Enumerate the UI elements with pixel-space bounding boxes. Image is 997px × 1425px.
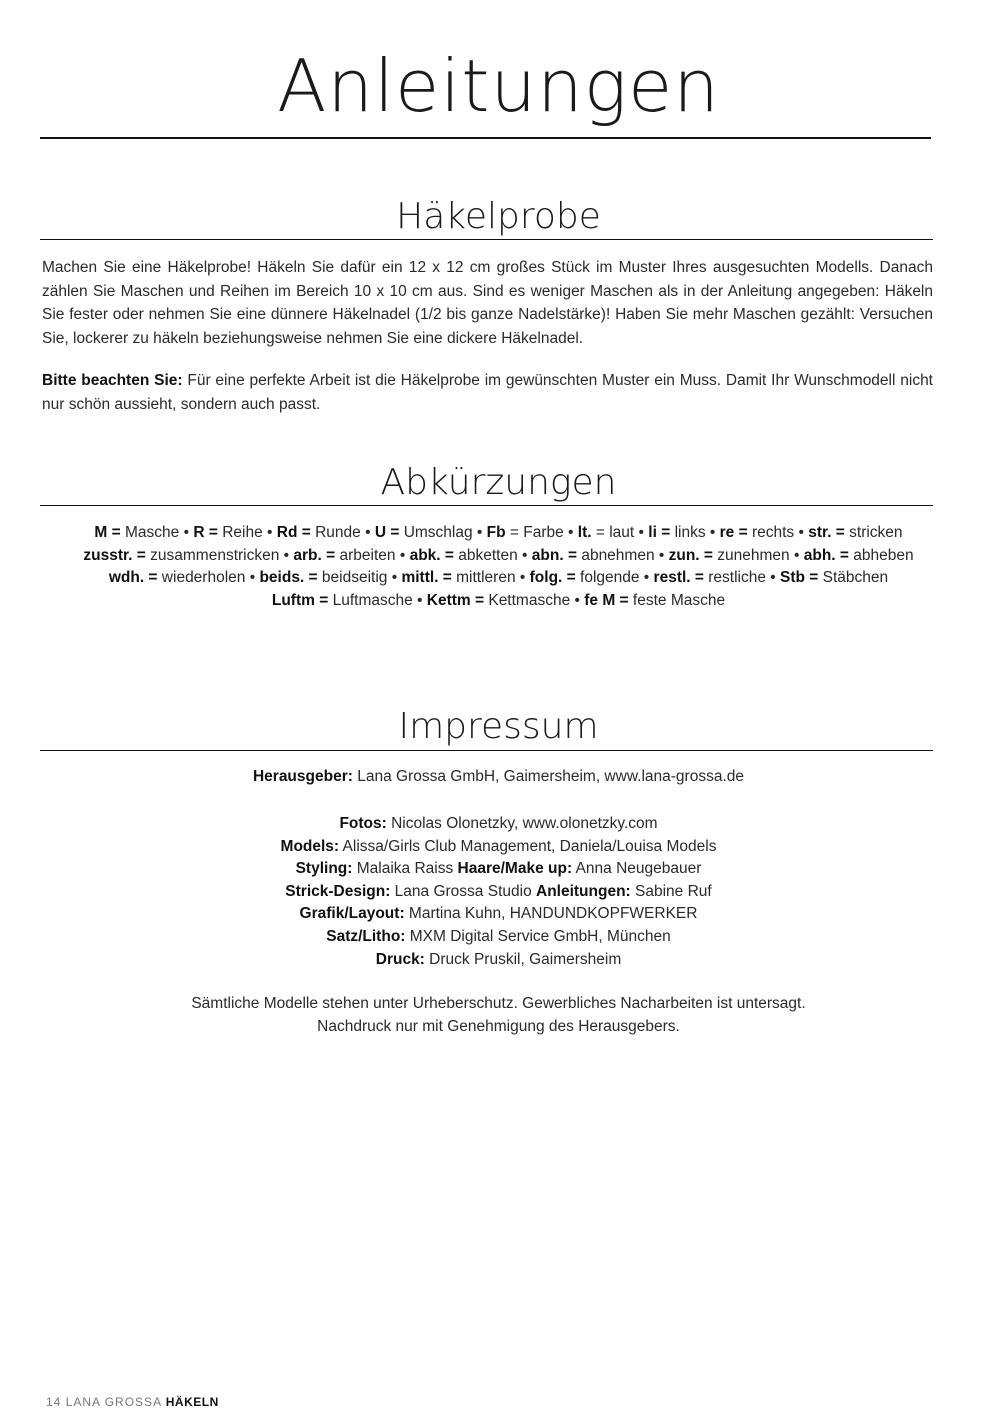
separator-dot: • (705, 524, 720, 541)
abbreviation-meaning: zunehmen (712, 546, 790, 564)
abbreviation-term: str. = (808, 524, 845, 541)
abbreviation-meaning: beidseitig (317, 569, 388, 587)
abbreviation-meaning: abheben (848, 546, 914, 564)
impressum-label: Grafik/Layout: (299, 905, 405, 923)
impressum-value: Anna Neugebauer (572, 860, 702, 878)
abbreviation-term: folg. = (529, 569, 576, 587)
abbreviation-meaning: Masche (120, 524, 180, 541)
impressum-label: Styling: (295, 860, 353, 878)
separator-dot: • (395, 546, 410, 564)
page-title: Anleitungen (277, 44, 720, 128)
impressum-divider (40, 750, 933, 751)
abbreviation-line (40, 567, 957, 590)
copyright-line: Nachdruck nur mit Genehmigung des Herausgebers. (317, 1017, 680, 1035)
separator-dot: • (472, 524, 487, 541)
abbreviation-term: re = (719, 524, 748, 541)
abbreviation-meaning: wiederholen (157, 569, 246, 587)
impressum-credits (0, 813, 997, 971)
abbreviation-term: Kettm = (426, 591, 485, 609)
separator-dot: • (765, 569, 781, 587)
abbreviations-list (40, 522, 957, 612)
abbreviation-term: restl. = (653, 569, 704, 587)
impressum-line (0, 949, 997, 972)
page-footer (46, 1395, 219, 1409)
separator-dot: • (179, 524, 194, 541)
impressum-value: Martina Kuhn, HANDUNDKOPFWERKER (404, 905, 698, 923)
separator-dot: • (563, 524, 578, 541)
abbreviation-meaning: stricken (844, 524, 903, 541)
impressum-value: Nicolas Olonetzky, www.olonetzky.com (386, 815, 658, 832)
abbreviation-term: wdh. = (108, 569, 158, 587)
haekelprobe-divider (40, 239, 933, 240)
impressum-label: Strick-Design: (285, 882, 391, 900)
impressum-value: Malaika Raiss (352, 860, 458, 878)
abbreviation-meaning: links (670, 524, 706, 541)
impressum-line (0, 881, 997, 904)
abbreviation-term: arb. = (293, 546, 336, 564)
footer-brand: LANA GROSSA (65, 1395, 162, 1409)
copyright-line: Sämtliche Modelle stehen unter Urheberschutz. Gewerbliches Nacharbeiten ist untersagt. (191, 995, 806, 1012)
separator-dot: • (517, 546, 532, 564)
impressum-line (0, 858, 997, 881)
abbreviation-meaning: Luftmasche (328, 591, 413, 609)
section-heading-impressum: Impressum (398, 706, 599, 747)
impressum-line (0, 836, 997, 859)
impressum-label: Druck: (375, 950, 425, 968)
abbreviation-meaning: = Farbe (505, 524, 564, 541)
impressum-publisher (0, 766, 997, 789)
separator-dot: • (412, 591, 427, 609)
abbreviation-term: zun. = (668, 546, 713, 564)
section-heading-abkuerzungen: Abkürzungen (380, 462, 617, 503)
footer-product: HÄKELN (165, 1395, 219, 1409)
abbreviation-term: Fb (486, 524, 506, 541)
impressum-value: MXM Digital Service GmbH, München (405, 927, 671, 945)
impressum-value: Sabine Ruf (630, 882, 712, 900)
abbreviation-term: Rd = (276, 524, 311, 541)
abbreviation-meaning: feste Masche (628, 591, 726, 609)
impressum-label: Anleitungen: (536, 882, 631, 900)
abbreviation-term: mittl. = (401, 569, 452, 587)
impressum-line (0, 903, 997, 926)
abbreviation-meaning: Stäbchen (818, 569, 889, 587)
separator-dot: • (789, 546, 804, 564)
impressum-label: Satz/Litho: (326, 927, 406, 945)
abbreviation-term: Luftm = (271, 591, 329, 609)
abbreviation-line (40, 522, 957, 545)
abbreviation-meaning: abketten (453, 546, 518, 564)
impressum-label: Fotos: (339, 815, 387, 832)
abbreviation-meaning: folgende (575, 569, 640, 587)
abbreviation-term: Stb = (780, 569, 819, 587)
abbreviation-term: lt. (577, 524, 592, 541)
note-text: Für eine perfekte Arbeit ist die Häkelprobe im gewünschten Muster ein Muss. Damit Ihr Wunschmodell nicht nur schön aussieht, sondern auch passt. (42, 372, 933, 413)
abbreviation-term: zusstr. = (83, 546, 146, 564)
abbreviation-meaning: Kettmasche (484, 591, 571, 609)
impressum-value: Lana Grossa Studio (390, 882, 536, 900)
separator-dot: • (245, 569, 260, 587)
separator-dot: • (654, 546, 669, 564)
impressum-value: Lana Grossa GmbH, Gaimersheim, www.lana-grossa.de (352, 768, 745, 785)
abbreviation-term: li = (648, 524, 671, 541)
title-divider (40, 137, 931, 139)
abbreviation-line (40, 545, 957, 568)
abbreviation-term: abh. = (803, 546, 849, 564)
abbreviation-meaning: Runde (310, 524, 361, 541)
abbreviation-meaning: = laut (591, 524, 635, 541)
separator-dot: • (387, 569, 402, 587)
page-number: 14 (46, 1395, 62, 1409)
abbreviation-meaning: restliche (703, 569, 766, 587)
separator-dot: • (639, 569, 654, 587)
abbreviation-line (40, 590, 957, 613)
section-heading-haekelprobe: Häkelprobe (396, 196, 601, 237)
impressum-value: Druck Pruskil, Gaimersheim (424, 950, 622, 968)
abbreviation-meaning: Reihe (217, 524, 263, 541)
abbreviation-term: M = (94, 524, 121, 541)
abbreviation-term: R = (193, 524, 218, 541)
haekelprobe-text: Machen Sie eine Häkelprobe! Häkeln Sie dafür ein 12 x 12 cm großes Stück im Muster Ihres ausgesuchten Modells. Danach zählen Sie Maschen und Reihen im Bereich 10 x 10 cm aus. Sind es weniger Maschen als in der Anleitung angegeben: Häkeln Sie fester oder nehmen Sie eine dünnere Häkelnadel (1/2 bis ganze Nadelstärke)! Haben Sie mehr Maschen gezählt: Versuchen Sie, lockerer zu häkeln beziehungsweise nehmen Sie eine dickere Häkelnadel. (42, 259, 933, 347)
abbreviation-meaning: arbeiten (335, 546, 396, 564)
separator-dot: • (262, 524, 277, 541)
abbreviation-meaning: mittleren (451, 569, 516, 587)
abbreviation-term: abk. = (409, 546, 454, 564)
impressum-copyright (0, 993, 997, 1038)
abbreviation-term: fe M = (584, 591, 629, 609)
separator-dot: • (570, 591, 585, 609)
abbreviation-meaning: rechts (747, 524, 795, 541)
impressum-label: Haare/Make up: (457, 860, 573, 878)
abbreviation-term: abn. = (531, 546, 578, 564)
haekelprobe-note (42, 369, 933, 416)
impressum-line (0, 926, 997, 949)
abbreviation-meaning: abnehmen (577, 546, 655, 564)
abbreviation-term: beids. = (259, 569, 318, 587)
abbreviation-meaning: Umschlag (399, 524, 473, 541)
separator-dot: • (794, 524, 809, 541)
impressum-line (0, 766, 997, 789)
abbreviation-meaning: zusammenstricken (145, 546, 280, 564)
separator-dot: • (279, 546, 294, 564)
note-label: Bitte beachten Sie: (42, 372, 183, 389)
abbreviation-term: U = (374, 524, 400, 541)
abkuerzungen-divider (40, 505, 933, 506)
separator-dot: • (515, 569, 530, 587)
separator-dot: • (634, 524, 649, 541)
impressum-line (0, 813, 997, 836)
impressum-label: Herausgeber: (252, 768, 353, 785)
separator-dot: • (360, 524, 375, 541)
impressum-value: Alissa/Girls Club Management, Daniela/Louisa Models (339, 837, 717, 855)
impressum-label: Models: (280, 837, 340, 855)
